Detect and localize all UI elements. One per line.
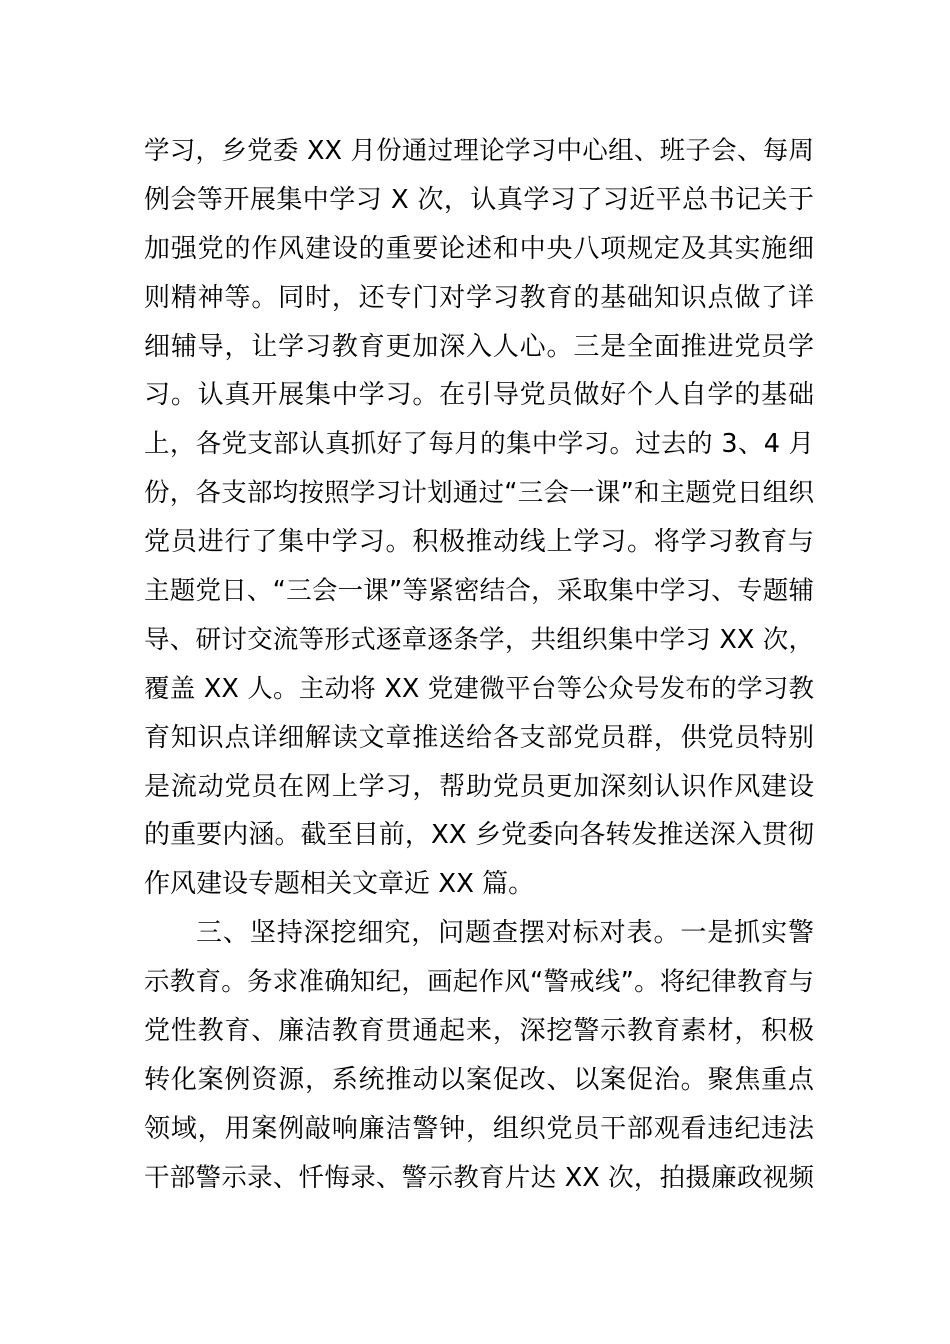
text-line: 党性教育、廉洁教育贯通起来，深挖警示教育素材，积极 [144,1016,814,1047]
text-line: 领域，用案例敲响廉洁警钟，组织党员干部观看违纪违法 [144,1113,814,1144]
text-line: 主题党日、“三会一课”等紧密结合，采取集中学习、专题辅 [144,576,814,607]
text-line: 份，各支部均按照学习计划通过“三会一课”和主题党日组织 [144,478,814,509]
text-line: 示教育。务求准确知纪，画起作风“警戒线”。将纪律教育与 [144,967,814,998]
text-line: 习。认真开展集中学习。在引导党员做好个人自学的基础 [144,380,814,411]
text-line: 转化案例资源，系统推动以案促改、以案促治。聚焦重点 [144,1064,814,1095]
text-line: 导、研讨交流等形式逐章逐条学，共组织集中学习 XX 次， [144,624,814,655]
text-line: 党员进行了集中学习。积极推动线上学习。将学习教育与 [144,527,814,558]
text-line: 加强党的作风建设的重要论述和中央八项规定及其实施细 [144,233,814,264]
text-line: 的重要内涵。截至目前，XX 乡党委向各转发推送深入贯彻 [144,820,814,851]
text-line: 例会等开展集中学习 X 次，认真学习了习近平总书记关于 [144,184,814,215]
text-line: 学习，乡党委 XX 月份通过理论学习中心组、班子会、每周 [144,136,814,166]
text-line: 覆盖 XX 人。主动将 XX 党建微平台等公众号发布的学习教 [144,673,814,704]
text-line: 则精神等。同时，还专门对学习教育的基础知识点做了详 [144,282,814,313]
paragraph-first-line: 三、坚持深挖细究，问题查摆对标对表。一是抓实警 [196,918,814,949]
text-line: 育知识点详细解读文章推送给各支部党员群，供党员特别 [144,722,814,753]
text-line: 是流动党员在网上学习，帮助党员更加深刻认识作风建设 [144,771,814,802]
body-text [144,127,814,1203]
paragraph-end-line: 作风建设专题相关文章近 XX 篇。 [144,869,535,900]
text-line: 上，各党支部认真抓好了每月的集中学习。过去的 3、4 月 [144,429,814,460]
text-line: 细辅导，让学习教育更加深入人心。三是全面推进党员学 [144,331,814,362]
text-line: 干部警示录、忏悔录、警示教育片达 XX 次，拍摄廉政视频 [144,1162,814,1193]
